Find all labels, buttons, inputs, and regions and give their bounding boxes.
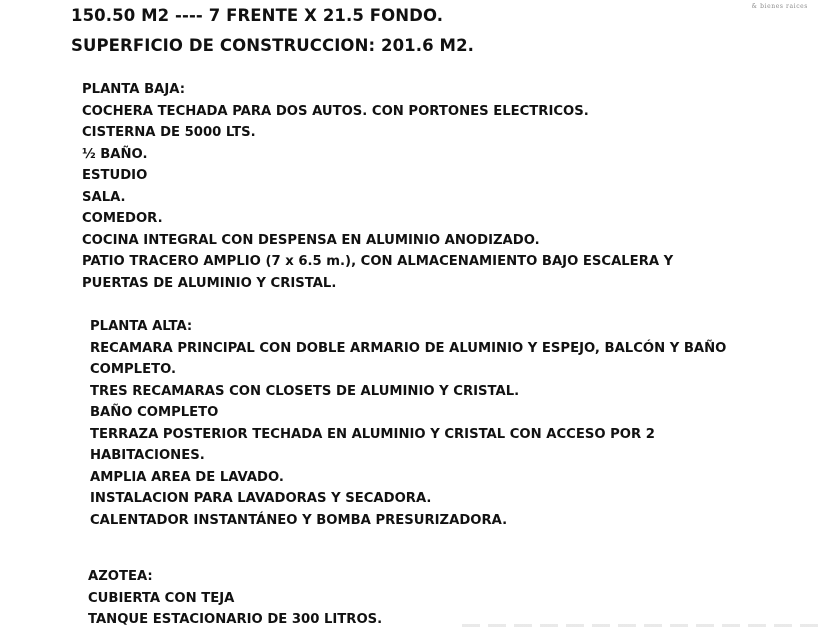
- list-item: COMPLETO.: [90, 362, 177, 377]
- list-item: TERRAZA POSTERIOR TECHADA EN ALUMINIO Y CRISTAL CON ACCESO POR 2: [90, 426, 655, 442]
- construction-area-heading: SUPERFICIO DE CONSTRUCCION: 201.6 M2.: [71, 36, 475, 55]
- list-item: AMPLIA AREA DE LAVADO.: [90, 469, 284, 485]
- list-item: CUBIERTA CON TEJA: [88, 590, 235, 606]
- section-azotea: [88, 566, 382, 630]
- list-item: PATIO TRACERO AMPLIO (7 x 6.5 m.), CON ALMACENAMIENTO BAJO ESCALERA Y: [82, 254, 674, 269]
- list-item: COCINA INTEGRAL CON DESPENSA EN ALUMINIO ANODIZADO.: [82, 232, 540, 248]
- list-item: TANQUE ESTACIONARIO DE 300 LITROS.: [88, 612, 383, 627]
- list-item: TRES RECAMARAS CON CLOSETS DE ALUMINIO Y CRISTAL.: [90, 383, 520, 399]
- section-planta-baja: [82, 79, 673, 294]
- list-item: PUERTAS DE ALUMINIO Y CRISTAL.: [82, 275, 337, 291]
- scan-artifact: [462, 624, 822, 627]
- list-item: HABITACIONES.: [90, 448, 205, 463]
- lot-dimensions-heading: 150.50 M2 ---- 7 FRENTE X 21.5 FONDO.: [71, 6, 444, 25]
- list-item: CALENTADOR INSTANTÁNEO Y BOMBA PRESURIZADORA.: [90, 512, 508, 528]
- list-item: ½ BAÑO.: [82, 146, 148, 162]
- list-item: COMEDOR.: [82, 211, 163, 226]
- list-item: SALA.: [82, 189, 126, 205]
- section-planta-alta: [90, 316, 726, 531]
- section-heading: PLANTA ALTA:: [90, 319, 193, 334]
- list-item: CISTERNA DE 5000 LTS.: [82, 125, 256, 140]
- logo-text: & bienes raices: [751, 3, 808, 10]
- section-heading: PLANTA BAJA:: [82, 82, 185, 97]
- list-item: INSTALACION PARA LAVADORAS Y SECADORA.: [90, 491, 432, 506]
- list-item: BAÑO COMPLETO: [90, 405, 219, 420]
- list-item: RECAMARA PRINCIPAL CON DOBLE ARMARIO DE ALUMINIO Y ESPEJO, BALCÓN Y BAÑO: [90, 340, 727, 356]
- list-item: COCHERA TECHADA PARA DOS AUTOS. CON PORTONES ELECTRICOS.: [82, 103, 589, 119]
- section-heading: AZOTEA:: [88, 569, 153, 584]
- list-item: ESTUDIO: [82, 168, 148, 183]
